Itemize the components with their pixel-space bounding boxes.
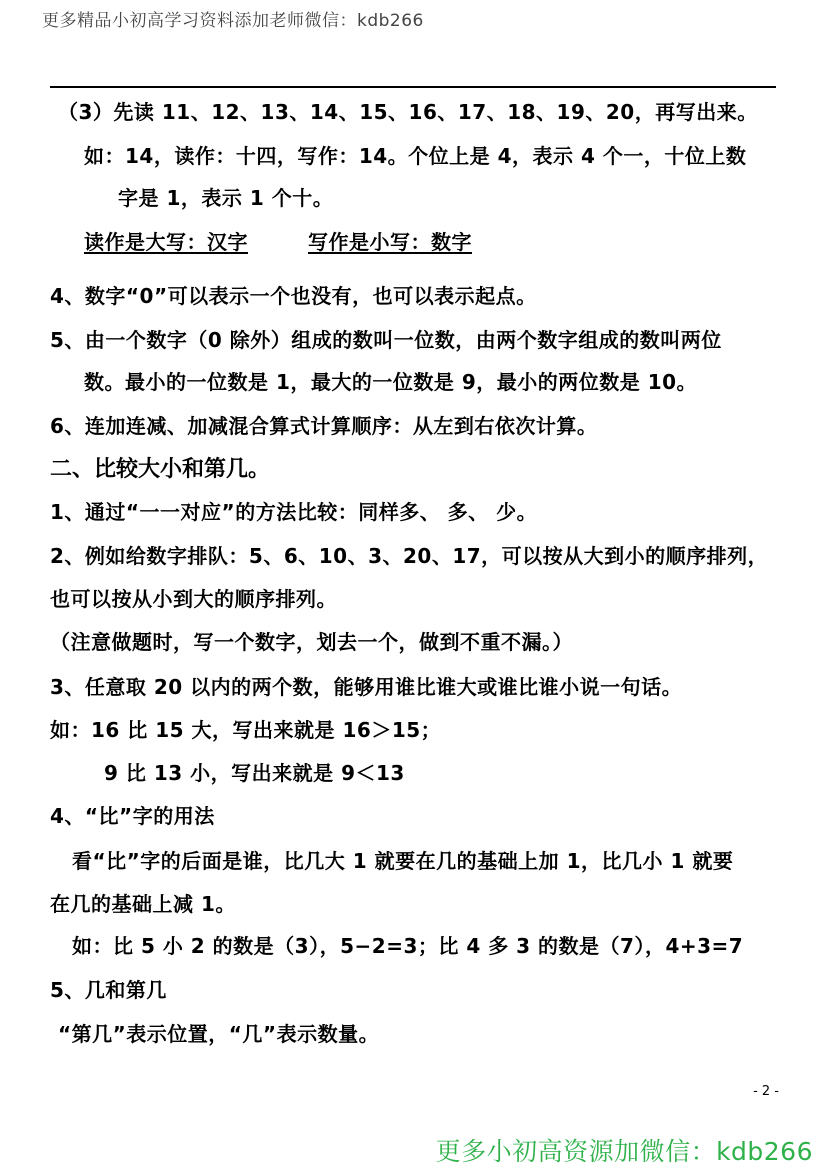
text-line: 如：14，读作：十四，写作：14。个位上是 4，表示 4 个一，十位上数 xyxy=(84,144,747,168)
text-line: （注意做题时，写一个数字，划去一个，做到不重不漏。） xyxy=(50,630,573,654)
footer-watermark-text: 更多小初高资源加微信：kdb266 xyxy=(435,1137,813,1166)
section-heading: 二、比较大小和第几。 xyxy=(50,457,271,482)
text-line: 6、连加连减、加减混合算式计算顺序：从左到右依次计算。 xyxy=(50,414,598,438)
page-number: - 2 - xyxy=(753,1084,779,1099)
text-line: 如：16 比 15 大，写出来就是 16＞15； xyxy=(50,718,442,742)
text-line: 5、几和第几 xyxy=(50,978,167,1002)
text-line: 数。最小的一位数是 1，最大的一位数是 9，最小的两位数是 10。 xyxy=(84,370,698,394)
text-line: 4、“比”字的用法 xyxy=(50,804,215,828)
text-line: 字是 1，表示 1 个十。 xyxy=(118,186,334,210)
text-line: 2、例如给数字排队：5、6、10、3、20、17，可以按从大到小的顺序排列， xyxy=(50,544,769,568)
text-line: 也可以按从小到大的顺序排列。 xyxy=(50,587,337,611)
text-line: 5、由一个数字（0 除外）组成的数叫一位数，由两个数字组成的数叫两位 xyxy=(50,328,722,352)
text-line: 看“比”字的后面是谁，比几大 1 就要在几的基础上加 1，比几小 1 就要 xyxy=(72,849,734,873)
text-line: 9 比 13 小，写出来就是 9＜13 xyxy=(104,761,405,785)
header-watermark-text: 更多精品小初高学习资料添加老师微信：kdb266 xyxy=(42,11,424,31)
text-line: 1、通过“一一对应”的方法比较：同样多、 多、 少。 xyxy=(50,500,538,524)
text-line: 3、任意取 20 以内的两个数，能够用谁比谁大或谁比谁小说一句话。 xyxy=(50,675,683,699)
top-rule-divider xyxy=(50,86,776,88)
text-line: 如：比 5 小 2 的数是（3），5−2=3；比 4 多 3 的数是（7），4+3=7 xyxy=(72,934,744,958)
text-line: 4、数字“0”可以表示一个也没有，也可以表示起点。 xyxy=(50,284,537,308)
underlined-text: 写作是小写：数字 xyxy=(308,230,472,254)
text-line: 在几的基础上减 1。 xyxy=(50,892,236,916)
text-line: （3）先读 11、12、13、14、15、16、17、18、19、20，再写出来。 xyxy=(58,100,758,124)
underlined-text: 读作是大写：汉字 xyxy=(84,230,248,254)
text-line: “第几”表示位置，“几”表示数量。 xyxy=(58,1022,380,1046)
